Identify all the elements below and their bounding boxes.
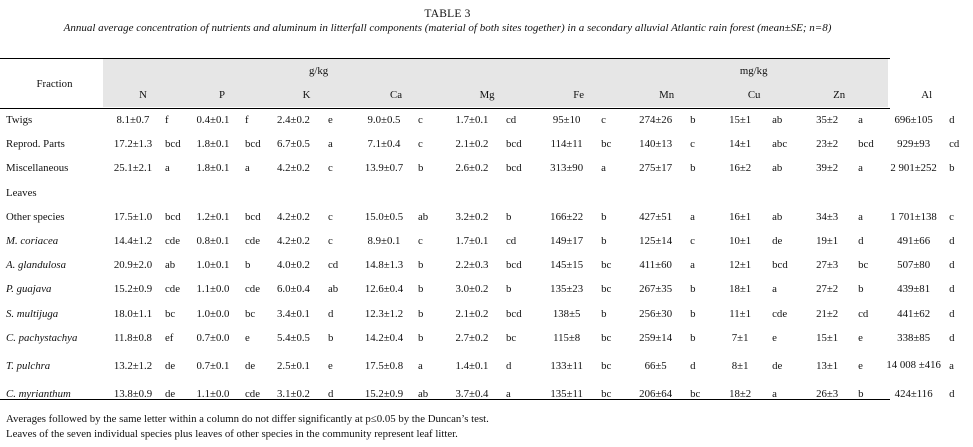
cell-k-group: ab (328, 283, 339, 296)
table-row (0, 302, 973, 326)
cell-fe-group: bc (601, 359, 612, 372)
cell-k-group: d (328, 307, 334, 320)
cell-ca-value: 12.6±0.4 (364, 283, 404, 296)
cell-p-value: 0.7±0.1 (196, 359, 230, 372)
cell-mn-value: 206±64 (639, 387, 673, 400)
cell-mn-value: 275±17 (639, 162, 673, 175)
cell-ca-value: 8.9±0.1 (367, 235, 401, 248)
cell-ca-group: b (418, 283, 424, 296)
row-label: Twigs (6, 114, 33, 127)
cell-p-group: a (245, 162, 250, 175)
cell-p-group: cde (245, 387, 260, 400)
cell-p-value: 1.8±0.1 (196, 162, 230, 175)
cell-fe-group: bc (601, 387, 612, 400)
cell-zn-group: a (858, 210, 863, 223)
cell-ca-group: c (418, 138, 423, 151)
cell-cu-value: 18±1 (729, 283, 752, 296)
col-header-k: K (302, 89, 311, 101)
cell-n-value: 25.1±2.1 (113, 162, 153, 175)
cell-mg-group: bcd (506, 138, 522, 151)
cell-n-group: bcd (165, 210, 181, 223)
cell-k-group: c (328, 162, 333, 175)
cell-fe-group: bc (601, 259, 612, 272)
cell-ca-value: 7.1±0.4 (367, 138, 401, 151)
cell-fe-group: bc (601, 283, 612, 296)
cell-mn-group: c (690, 235, 695, 248)
cell-zn-group: bcd (858, 138, 874, 151)
cell-mn-value: 256±30 (639, 307, 673, 320)
cell-n-group: de (165, 387, 176, 400)
cell-mg-group: a (506, 387, 511, 400)
cell-al-group: d (949, 387, 955, 400)
cell-al-value: 338±85 (897, 331, 931, 344)
cell-ca-group: b (418, 259, 424, 272)
col-header-p: P (218, 89, 225, 101)
cell-ca-value: 15.2±0.9 (364, 387, 404, 400)
cell-n-value: 15.2±0.9 (113, 283, 153, 296)
cell-mg-value: 2.6±0.2 (455, 162, 489, 175)
cell-cu-group: ab (772, 114, 783, 127)
row-label: Other species (6, 210, 65, 223)
table-row (0, 382, 973, 406)
cell-mg-value: 2.2±0.3 (455, 259, 489, 272)
footnote-leaf-litter: Leaves of the seven individual species plus leaves of other species in the community represent leaf litter. (6, 428, 458, 440)
cell-mn-value: 259±14 (639, 331, 673, 344)
table-row (0, 156, 973, 180)
cell-p-group: bcd (245, 138, 261, 151)
cell-p-group: b (245, 259, 251, 272)
cell-zn-value: 15±1 (816, 331, 839, 344)
cell-n-value: 13.2±1.2 (113, 359, 153, 372)
cell-fe-value: 114±11 (550, 138, 583, 151)
cell-n-group: bc (165, 307, 176, 320)
cell-cu-value: 11±1 (729, 307, 751, 320)
cell-cu-group: a (772, 283, 777, 296)
cell-zn-group: d (858, 235, 864, 248)
cell-al-group: d (949, 307, 955, 320)
cell-zn-value: 23±2 (816, 138, 839, 151)
cell-n-value: 11.8±0.8 (114, 331, 152, 344)
cell-ca-value: 9.0±0.5 (367, 114, 401, 127)
cell-zn-value: 13±1 (816, 359, 839, 372)
cell-al-value: 441±62 (897, 307, 931, 320)
cell-mn-group: a (690, 259, 695, 272)
cell-mg-group: b (506, 283, 512, 296)
cell-al-value: 424±116 (894, 387, 933, 400)
cell-mg-value: 2.1±0.2 (455, 307, 489, 320)
cell-fe-value: 166±22 (550, 210, 584, 223)
cell-cu-group: cde (772, 307, 788, 320)
cell-ca-group: ab (418, 210, 429, 223)
cell-p-group: bcd (245, 210, 261, 223)
cell-mn-value: 140±13 (639, 138, 673, 151)
cell-cu-group: ab (772, 162, 783, 175)
unit-header-gkg: g/kg (308, 65, 329, 77)
col-header-zn: Zn (833, 89, 846, 101)
cell-k-group: b (328, 331, 334, 344)
data-table (0, 60, 973, 406)
cell-mn-group: b (690, 162, 696, 175)
cell-zn-value: 27±3 (816, 259, 839, 272)
cell-al-group: d (949, 235, 955, 248)
cell-p-group: bc (245, 307, 256, 320)
table-row (0, 229, 973, 253)
unit-header-mgkg: mg/kg (739, 65, 768, 77)
cell-n-group: cde (165, 283, 180, 296)
cell-p-value: 0.8±0.1 (196, 235, 230, 248)
cell-k-group: c (328, 210, 333, 223)
cell-n-group: a (165, 162, 170, 175)
cell-mn-value: 267±35 (639, 283, 673, 296)
cell-p-value: 1.0±0.0 (196, 307, 230, 320)
cell-k-value: 3.1±0.2 (277, 387, 310, 400)
fraction-header: Fraction (36, 78, 73, 90)
cell-mg-value: 3.7±0.4 (455, 387, 489, 400)
cell-mn-value: 427±51 (639, 210, 673, 223)
cell-fe-group: a (601, 162, 606, 175)
cell-cu-value: 10±1 (729, 235, 752, 248)
cell-mn-group: b (690, 283, 696, 296)
header-row-units (0, 60, 973, 82)
row-label: M. coriacea (6, 235, 59, 248)
cell-mn-group: c (690, 138, 695, 151)
cell-cu-group: a (772, 387, 777, 400)
cell-cu-value: 15±1 (729, 114, 752, 127)
cell-p-value: 1.8±0.1 (196, 138, 230, 151)
table-row (0, 326, 973, 350)
cell-cu-group: ab (772, 210, 783, 223)
row-label: Miscellaneous (6, 162, 69, 175)
cell-k-value: 4.2±0.2 (277, 210, 310, 223)
cell-zn-value: 35±2 (816, 114, 839, 127)
header-row-columns (0, 82, 973, 108)
cell-mn-value: 411±60 (639, 259, 672, 272)
cell-al-value: 507±80 (897, 259, 931, 272)
cell-fe-value: 115±8 (553, 331, 581, 344)
cell-mn-group: d (690, 359, 696, 372)
cell-ca-group: b (418, 331, 424, 344)
cell-fe-group: bc (601, 331, 612, 344)
row-label: S. multijuga (6, 307, 59, 320)
cell-n-group: ef (165, 331, 174, 344)
cell-fe-value: 138±5 (552, 307, 581, 320)
cell-k-value: 6.7±0.5 (277, 138, 310, 151)
cell-al-value: 14 008 ±416 (886, 359, 941, 372)
cell-k-group: d (328, 387, 334, 400)
cell-p-value: 1.1±0.0 (196, 283, 230, 296)
cell-fe-value: 135±23 (550, 283, 584, 296)
cell-n-value: 14.4±1.2 (113, 235, 153, 248)
section-filler (103, 181, 973, 205)
cell-n-value: 13.8±0.9 (113, 387, 153, 400)
cell-fe-value: 313±90 (550, 162, 584, 175)
cell-p-group: cde (245, 283, 260, 296)
cell-al-value: 929±93 (897, 138, 931, 151)
row-label: T. pulchra (6, 359, 51, 372)
cell-k-value: 2.5±0.1 (277, 359, 310, 372)
cell-cu-group: bcd (772, 259, 788, 272)
cell-cu-value: 18±2 (729, 387, 752, 400)
col-header-cu: Cu (747, 89, 761, 101)
cell-al-group: b (949, 162, 955, 175)
cell-fe-group: c (601, 114, 606, 127)
cell-zn-group: e (858, 359, 863, 372)
cell-cu-group: abc (772, 138, 788, 151)
footnote-duncan: Averages followed by the same letter within a column do not differ significantly at p≤0.05 by the Duncan’s test. (6, 413, 489, 425)
cell-mg-group: bcd (506, 259, 522, 272)
table-title: TABLE 3 (424, 8, 471, 20)
cell-al-group: d (949, 259, 955, 272)
col-header-mg: Mg (479, 89, 495, 101)
row-label: P. guajava (6, 283, 52, 296)
cell-p-value: 1.0±0.1 (196, 259, 230, 272)
cell-fe-value: 145±15 (550, 259, 584, 272)
cell-k-value: 5.4±0.5 (277, 331, 310, 344)
cell-al-value: 439±81 (897, 283, 931, 296)
row-label: C. myrianthum (6, 387, 71, 400)
cell-p-value: 0.7±0.0 (196, 331, 230, 344)
table-body (0, 108, 973, 406)
cell-mn-value: 66±5 (644, 359, 667, 372)
cell-al-value: 491±66 (897, 235, 931, 248)
cell-zn-group: a (858, 162, 863, 175)
cell-zn-value: 27±2 (816, 283, 839, 296)
cell-cu-value: 8±1 (731, 359, 749, 372)
cell-al-group: cd (949, 138, 960, 151)
col-header-mn: Mn (659, 89, 675, 101)
row-label: Leaves (6, 186, 37, 199)
cell-mn-value: 125±14 (639, 235, 673, 248)
cell-cu-value: 16±2 (729, 162, 752, 175)
col-header-al: Al (921, 89, 933, 101)
cell-n-group: bcd (165, 138, 181, 151)
table-row (0, 108, 973, 132)
footnotes (6, 412, 489, 442)
cell-al-group: a (949, 359, 954, 372)
cell-p-group: f (245, 114, 249, 127)
row-label: A. glandulosa (6, 259, 66, 272)
cell-n-group: ab (165, 259, 176, 272)
cell-p-group: de (245, 359, 256, 372)
cell-al-group: d (949, 114, 955, 127)
cell-mg-group: d (506, 359, 512, 372)
cell-al-group: c (949, 210, 954, 223)
cell-k-value: 4.0±0.2 (277, 259, 310, 272)
cell-zn-value: 19±1 (816, 235, 839, 248)
cell-mg-value: 3.2±0.2 (455, 210, 489, 223)
cell-ca-value: 15.0±0.5 (364, 210, 404, 223)
cell-k-group: c (328, 235, 333, 248)
cell-k-group: e (328, 114, 333, 127)
cell-mn-group: a (690, 210, 695, 223)
cell-mg-group: bc (506, 331, 517, 344)
cell-mg-value: 1.7±0.1 (455, 235, 489, 248)
row-label: Reprod. Parts (6, 138, 65, 151)
row-label: C. pachystachya (6, 331, 78, 344)
cell-mn-group: b (690, 307, 696, 320)
cell-ca-value: 17.5±0.8 (364, 359, 404, 372)
cell-mg-value: 3.0±0.2 (455, 283, 489, 296)
cell-ca-group: b (418, 307, 424, 320)
cell-mg-value: 1.4±0.1 (455, 359, 489, 372)
cell-ca-value: 14.8±1.3 (364, 259, 404, 272)
cell-mg-group: b (506, 210, 512, 223)
cell-fe-value: 135±11 (550, 387, 583, 400)
cell-al-group: d (949, 283, 955, 296)
cell-mg-value: 2.1±0.2 (455, 138, 489, 151)
cell-n-value: 20.9±2.0 (113, 259, 153, 272)
table-caption: Annual average concentration of nutrients and aluminum in litterfall components (material of both sites together) in a secondary alluvial Atlantic rain forest (mean±SE; n=8) (63, 22, 832, 34)
cell-zn-value: 39±2 (816, 162, 839, 175)
cell-cu-value: 7±1 (731, 331, 749, 344)
cell-k-value: 6.0±0.4 (277, 283, 310, 296)
cell-al-group: d (949, 331, 955, 344)
cell-k-group: a (328, 138, 333, 151)
cell-n-group: de (165, 359, 176, 372)
cell-k-value: 2.4±0.2 (277, 114, 310, 127)
table-row (0, 205, 973, 229)
cell-mn-group: b (690, 331, 696, 344)
cell-mg-value: 1.7±0.1 (455, 114, 489, 127)
cell-fe-value: 95±10 (552, 114, 581, 127)
cell-zn-group: b (858, 387, 864, 400)
cell-mg-group: cd (506, 235, 517, 248)
cell-ca-group: b (418, 162, 424, 175)
cell-p-value: 1.2±0.1 (196, 210, 230, 223)
table-row (0, 277, 973, 301)
cell-n-value: 17.5±1.0 (113, 210, 153, 223)
cell-p-value: 0.4±0.1 (196, 114, 230, 127)
cell-mn-group: b (690, 114, 696, 127)
cell-ca-group: ab (418, 387, 429, 400)
cell-ca-group: c (418, 235, 423, 248)
cell-k-value: 3.4±0.1 (277, 307, 310, 320)
cell-cu-group: de (772, 359, 783, 372)
cell-fe-group: b (601, 210, 607, 223)
cell-zn-group: e (858, 331, 863, 344)
cell-cu-value: 12±1 (729, 259, 752, 272)
cell-ca-value: 12.3±1.2 (364, 307, 404, 320)
col-header-fe: Fe (573, 89, 585, 101)
cell-fe-group: b (601, 235, 607, 248)
cell-al-value: 1 701±138 (890, 210, 937, 223)
cell-k-group: cd (328, 259, 339, 272)
col-header-ca: Ca (390, 89, 402, 101)
table-row (0, 350, 973, 382)
cell-p-group: cde (245, 235, 260, 248)
cell-zn-value: 26±3 (816, 387, 839, 400)
cell-mg-group: bcd (506, 162, 522, 175)
cell-ca-group: c (418, 114, 423, 127)
cell-mg-value: 2.7±0.2 (455, 331, 489, 344)
cell-n-value: 8.1±0.7 (116, 114, 150, 127)
top-rule (0, 58, 890, 59)
cell-k-group: e (328, 359, 333, 372)
cell-fe-value: 149±17 (550, 235, 584, 248)
table-row (0, 132, 973, 156)
cell-fe-value: 133±11 (550, 359, 583, 372)
cell-n-group: f (165, 114, 169, 127)
cell-zn-value: 21±2 (816, 307, 839, 320)
cell-fe-group: b (601, 307, 607, 320)
cell-mg-group: bcd (506, 307, 522, 320)
table-row (0, 253, 973, 277)
cell-cu-value: 14±1 (729, 138, 752, 151)
cell-n-group: cde (165, 235, 180, 248)
cell-k-value: 4.2±0.2 (277, 162, 310, 175)
cell-al-value: 696±105 (894, 114, 933, 127)
cell-k-value: 4.2±0.2 (277, 235, 310, 248)
cell-zn-group: cd (858, 307, 869, 320)
cell-zn-group: b (858, 283, 864, 296)
cell-cu-value: 16±1 (729, 210, 752, 223)
cell-p-value: 1.1±0.0 (196, 387, 230, 400)
cell-cu-group: e (772, 331, 777, 344)
cell-ca-value: 13.9±0.7 (364, 162, 404, 175)
cell-mn-group: bc (690, 387, 701, 400)
cell-n-value: 17.2±1.3 (113, 138, 153, 151)
cell-n-value: 18.0±1.1 (113, 307, 153, 320)
cell-zn-group: bc (858, 259, 869, 272)
section-row (0, 181, 973, 205)
cell-cu-group: de (772, 235, 783, 248)
cell-ca-value: 14.2±0.4 (364, 331, 404, 344)
col-header-n: N (139, 89, 147, 101)
cell-zn-group: a (858, 114, 863, 127)
cell-fe-group: bc (601, 138, 612, 151)
cell-p-group: e (245, 331, 250, 344)
cell-mg-group: cd (506, 114, 517, 127)
cell-mn-value: 274±26 (639, 114, 673, 127)
cell-zn-value: 34±3 (816, 210, 839, 223)
cell-al-value: 2 901±252 (890, 162, 937, 175)
cell-ca-group: a (418, 359, 423, 372)
